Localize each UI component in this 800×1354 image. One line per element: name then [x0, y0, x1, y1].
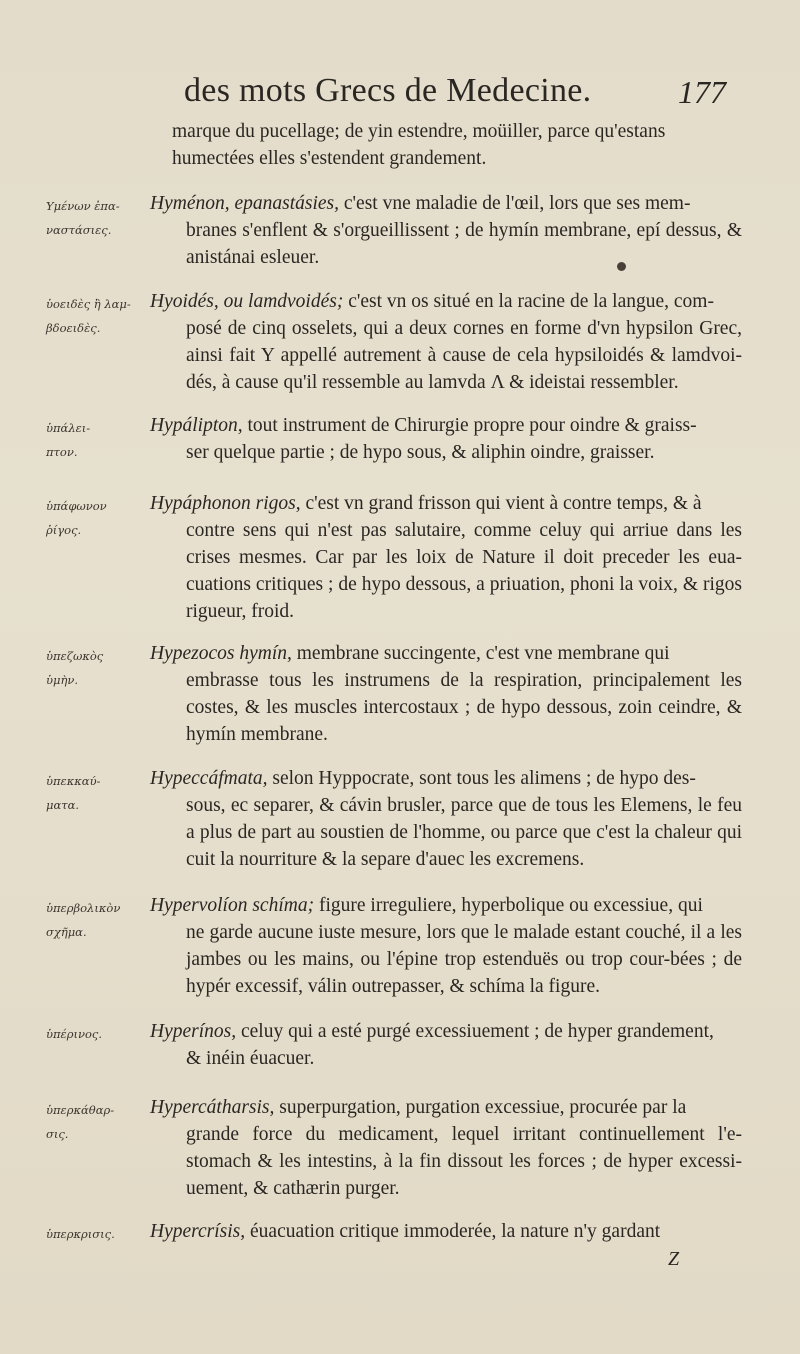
entry-first-line: selon Hyppocrate, sont tous les alimens ; de hypo des-	[272, 768, 696, 789]
headword: Hypálipton,	[150, 415, 243, 436]
entry-rest: embrasse tous les instrumens de la respiration, principalement les costes, & les muscles intercostaux ; de hypo dessous, zoin ceindre, & hymín membrane.	[186, 670, 742, 745]
headword: Hypezocos hymín,	[150, 643, 292, 664]
catchword: Z	[668, 1248, 680, 1270]
headword: Hyménon, epanastásies,	[150, 193, 340, 214]
entry-rest: branes s'enflent & s'orgueillissent ; de hymín membrane, epí dessus, & anistánai esleuer.	[186, 220, 742, 268]
entry-rest: posé de cinq osselets, qui a deux cornes en forme d'vn hypsilon Grec, ainsi fait Y appellé autrement à cause de cela hypsiloidés & lamdvoi-dés, à cause qu'il ressemble au lamvda Λ & ideistai ressembler.	[186, 318, 742, 393]
greek-margin-note: ὑπερκρισις.	[46, 1227, 115, 1241]
continuation-paragraph: marque du pucellage; de yin estendre, moüiller, parce qu'estans humectées elles s'estendent grandement.	[172, 121, 666, 169]
entry-first-line: membrane succingente, c'est vne membrane qui	[296, 643, 670, 664]
entry-first-line: éuacuation critique immoderée, la nature n'y gardant	[250, 1221, 661, 1242]
entry-text	[150, 765, 742, 873]
greek-margin-note: ὑοειδὲς ἢ λαμ- βδοειδὲς.	[46, 297, 131, 335]
entry-text	[150, 490, 742, 625]
headword: Hypáphonon rigos,	[150, 493, 301, 514]
entry-rest: ne garde aucune iuste mesure, lors que le malade estant couché, il a les jambes ou les mains, ou l'épine trop estenduës ou trop cour-bées ; de hypér excessif, válin outrepasser, & schíma la figure.	[186, 922, 742, 997]
entry-rest: & inéin éuacuer.	[186, 1048, 315, 1069]
page-header	[0, 72, 800, 116]
entry-rest: grande force du medicament, lequel irritant continuellement l'e-stomach & les intestins, à la fin dissout les forces ; de hyper excessi-uement, & cathærin purger.	[186, 1124, 742, 1199]
page-number: 177	[678, 74, 726, 110]
greek-margin-note: ὑπερβολικὸν σχῆμα.	[46, 901, 121, 939]
entry-text	[150, 892, 742, 1000]
entry-text	[150, 288, 742, 396]
entry-first-line: celuy qui a esté purgé excessiuement ; de hyper grandement,	[241, 1021, 714, 1042]
greek-margin-note: ὑπέρινος.	[46, 1027, 103, 1041]
entry-rest: contre sens qui n'est pas salutaire, comme celuy qui arriue dans les crises mesmes. Car par les loix de Nature il doit preceder les eua-cuations critiques ; de hypo dessous, a priuation, phoni la voix, & rigos rigueur, froid.	[186, 520, 742, 622]
entry-first-line: c'est vn os situé en la racine de la langue, com-	[348, 291, 714, 312]
entry-first-line: c'est vn grand frisson qui vient à contre temps, & à	[305, 493, 702, 514]
greek-margin-note: ὑπάφωνον ῥίγος.	[46, 499, 107, 537]
headword: Hypeccáfmata,	[150, 768, 268, 789]
headword: Hypervolíon schíma;	[150, 895, 315, 916]
greek-margin-note: Υμένων ἐπα- ναστάσιες.	[46, 199, 120, 237]
greek-margin-note: ὑπεκκαύ- ματα.	[46, 774, 101, 812]
entry-first-line: superpurgation, purgation excessiue, procurée par la	[279, 1097, 687, 1118]
headword: Hyoidés, ou lamdvoidés;	[150, 291, 344, 312]
entry-first-line: c'est vne maladie de l'œil, lors que ses mem-	[343, 193, 691, 214]
entry-text	[150, 1018, 742, 1072]
entry-text	[150, 412, 742, 466]
entry-text	[150, 1218, 742, 1245]
running-title: des mots Grecs de Medecine.	[184, 72, 592, 109]
entry-rest: sous, ec separer, & cávin brusler, parce que de tous les Elemens, le feu a plus de part au soustien de l'homme, ou parce que c'est la chaleur qui cuit la nourriture & la separe d'auec les excremens.	[186, 795, 742, 870]
entry-first-line: tout instrument de Chirurgie propre pour oindre & graiss-	[247, 415, 697, 436]
greek-margin-note: ὑπεζωκὸς ὑμὴν.	[46, 649, 104, 687]
entry-rest: ser quelque partie ; de hypo sous, & aliphin oindre, graisser.	[186, 442, 655, 463]
entry-text	[150, 1094, 742, 1202]
entry-text	[150, 190, 742, 271]
headword: Hypercátharsis,	[150, 1097, 275, 1118]
entry-first-line: figure irreguliere, hyperbolique ou excessiue, qui	[318, 895, 703, 916]
greek-margin-note: ὑπερκάθαρ- σις.	[46, 1103, 115, 1141]
entry-text	[150, 640, 742, 748]
headword: Hyperínos,	[150, 1021, 237, 1042]
ink-spot-decoration	[617, 262, 626, 271]
headword: Hypercrísis,	[150, 1221, 246, 1242]
greek-margin-note: ὑπάλει- πτον.	[46, 421, 91, 459]
